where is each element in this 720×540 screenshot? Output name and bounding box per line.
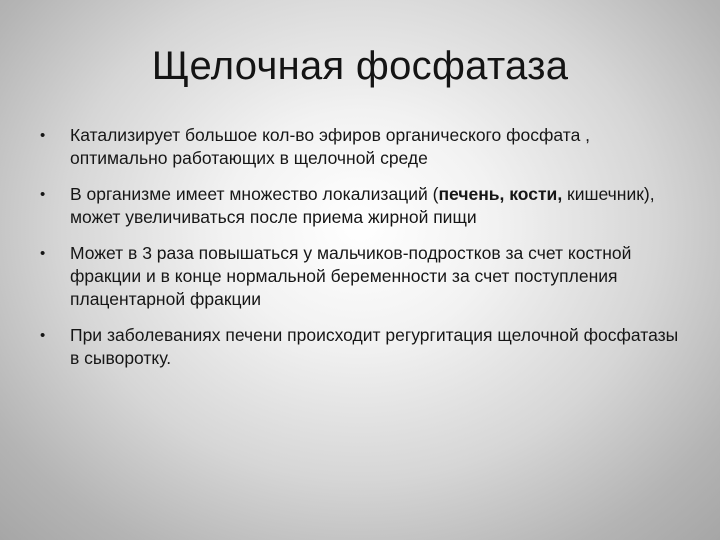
bullet-item-4 <box>36 324 686 370</box>
bullet-item-2 <box>36 183 686 229</box>
bullet-item-3 <box>36 242 686 311</box>
bullet-text-bold: печень, кости, <box>438 184 563 204</box>
bullet-dot-icon: • <box>40 127 46 144</box>
slide-title: Щелочная фосфатаза <box>151 44 569 88</box>
bullet-text-before: В организме имеет множество локализаций ( <box>70 184 439 204</box>
bullet-text: Может в 3 раза повышаться у мальчиков-подростков за счет костной фракции и в конце нормальной беременности за счет поступления плацентарной фракции <box>70 243 632 309</box>
bullet-text-after: кишечник), может увеличиваться после приема жирной пищи <box>70 184 655 227</box>
bullet-text: При заболеваниях печени происходит регургитация щелочной фосфатазы в сыворотку. <box>70 325 679 368</box>
bullet-item-1 <box>36 124 686 170</box>
bullet-text: Катализирует большое кол-во эфиров органического фосфата , оптимально работающих в щелочной среде <box>70 125 591 168</box>
bullet-dot-icon: • <box>40 327 46 344</box>
bullet-dot-icon: • <box>40 186 46 203</box>
bullet-dot-icon: • <box>40 245 46 262</box>
bullet-list <box>36 124 686 383</box>
